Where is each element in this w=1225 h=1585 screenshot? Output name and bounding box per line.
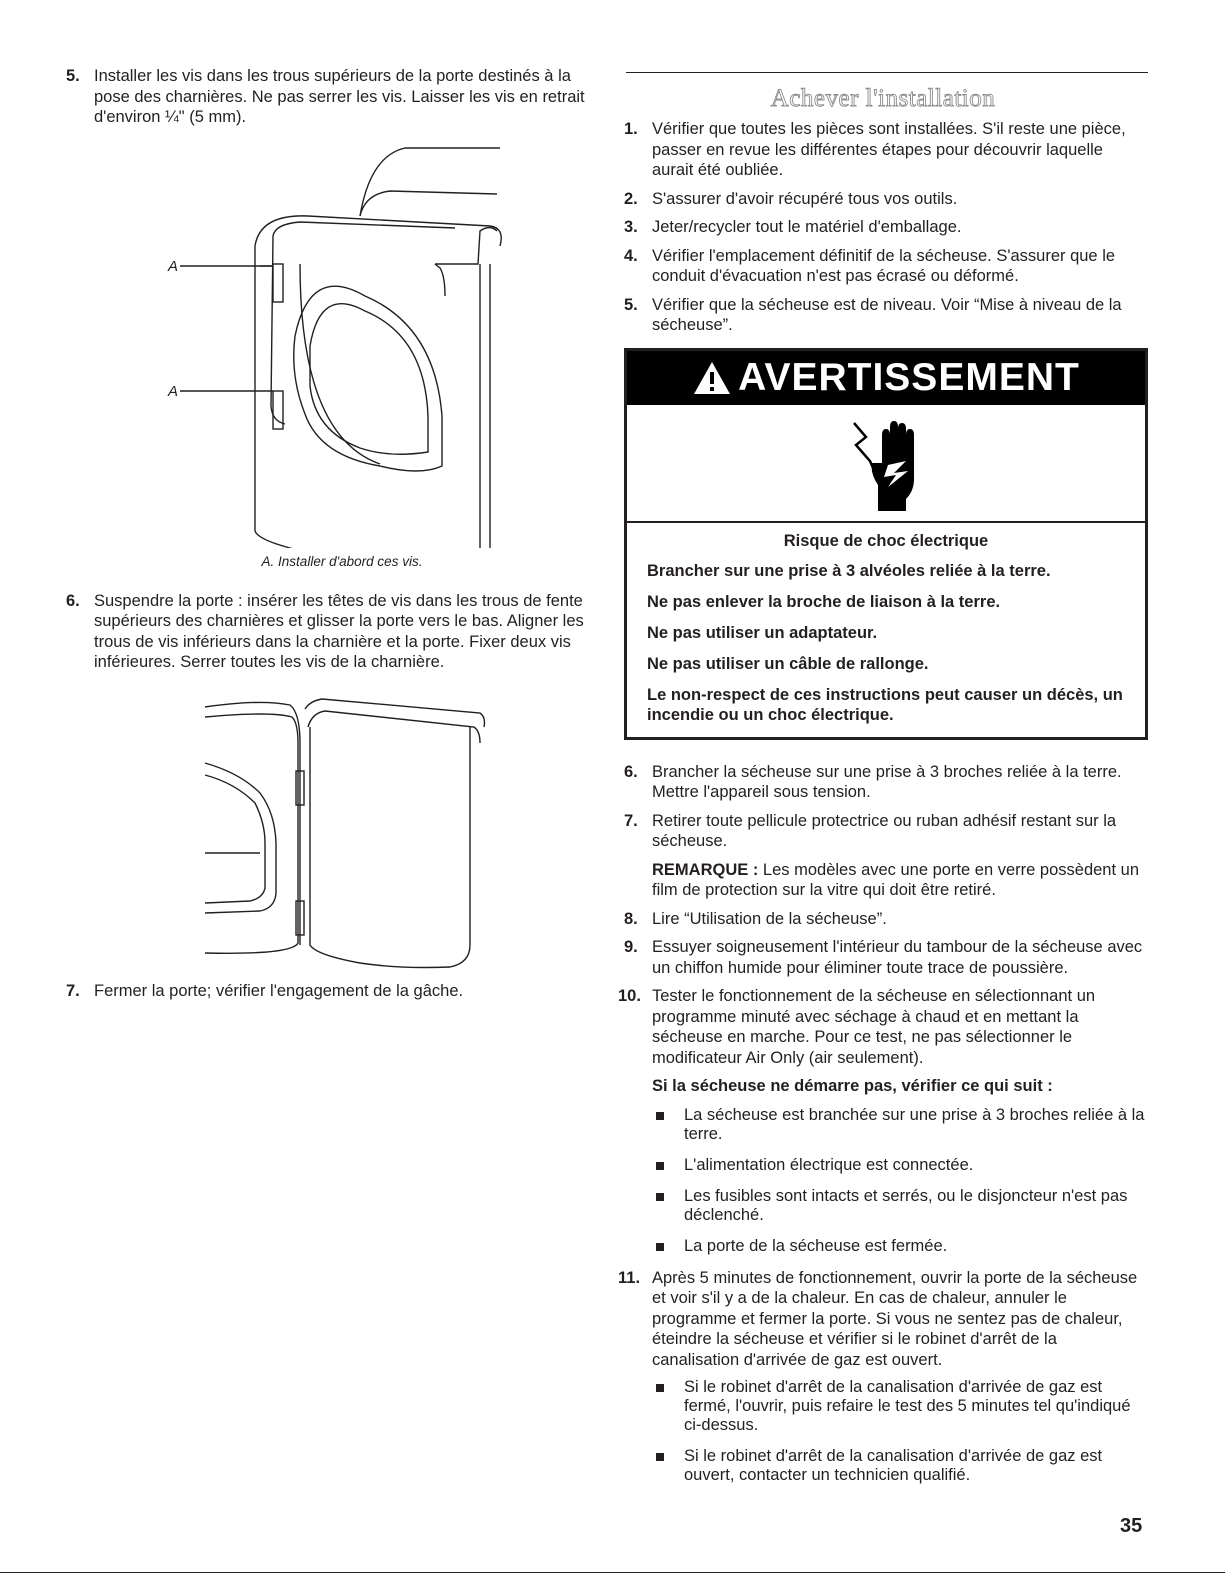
warning-line: Ne pas utiliser un adaptateur. [647,623,878,642]
finish-step-4: 4. Vérifier l'emplacement définitif de la sécheuse. S'assurer que le conduit d'évacuation n'est pas écrasé ou déformé. [624,246,1116,285]
electric-shock-hand-icon [848,415,924,511]
finish-step-1: 1. Vérifier que toutes les pièces sont installées. S'il reste une pièce, passer en revue les différentes étapes pour découvrir laquelle aurait été oubliée. [624,120,1126,179]
warning-triangle-icon [692,360,732,396]
step-6-hang-door: 6. Suspendre la porte : insérer les têtes de vis dans les trous de fente supérieurs des charnières et glisser la porte vers le bas. Aligner les trous de vis inférieurs dans la charnière et la porte. Fixer deux vis inférieures. Serrer toutes les vis de la charnière. [66,591,584,671]
finish-step-9: 9. Essuyer soigneusement l'intérieur du tambour de la sécheuse avec un chiffon humide pour éliminer toute trace de poussière. [624,938,1143,977]
remark-note: REMARQUE : Les modèles avec une porte en verre possèdent un film de protection sur la vitre qui doit être retiré. [652,860,1140,899]
hung-door-illustration [60,683,590,973]
warning-line: Ne pas utiliser un câble de rallonge. [647,654,929,673]
figure1-label-a-bottom: A [168,382,179,400]
bullet-square-icon [656,1384,664,1392]
step-5-hinge-screws: 5. Installer les vis dans les trous supérieurs de la porte destinés à la pose des charnières. Ne pas serrer les vis. Laisser les vis en retrait d'environ ¼" (5 mm). [66,67,585,126]
gas-bullet: Si le robinet d'arrêt de la canalisation d'arrivée de gaz est ouvert, contacter un technicien qualifié. [618,1447,1148,1485]
warning-risk: Risque de choc électrique [783,531,989,550]
finish-step-10: 10. Tester le fonctionnement de la sécheuse en sélectionnant un programme minuté avec séchage à chaud et en mettant la sécheuse en marche. Pour ce test, ne pas sélectionner le modificateur Air Only (air seulement). [618,987,1096,1067]
finish-step-5: 5. Vérifier que la sécheuse est de niveau. Voir “Mise à niveau de la sécheuse”. [624,295,1122,334]
bullet-square-icon [656,1453,664,1461]
finish-step-7: 7. Retirer toute pellicule protectrice ou ruban adhésif restant sur la sécheuse. [624,811,1117,850]
check-bullet: La porte de la sécheuse est fermée. [618,1237,1148,1256]
check-bullet: Les fusibles sont intacts et serrés, ou le disjoncteur n'est pas déclenché. [618,1187,1148,1225]
finish-step-6: 6. Brancher la sécheuse sur une prise à 3 broches reliée à la terre. Mettre l'appareil sous tension. [624,762,1122,801]
finish-step-3: 3. Jeter/recycler tout le matériel d'emballage. [624,218,962,236]
left-column [60,66,590,1009]
warning-text [627,523,1145,737]
right-column [618,66,1148,1497]
warning-header: AVERTISSEMENT [627,351,1145,405]
dryer-door-hinge-illustration [60,136,590,548]
finish-step-8: 8. Lire “Utilisation de la sécheuse”. [624,909,887,928]
check-bullet: La sécheuse est branchée sur une prise à 3 broches reliée à la terre. [618,1106,1148,1144]
section-title: Achever l'installation [770,85,996,112]
warning-line: Le non-respect de ces instructions peut causer un décès, un incendie ou un choc électrique. [647,685,1123,724]
check-heading: Si la sécheuse ne démarre pas, vérifier ce qui suit : [652,1077,1053,1095]
figure1-label-a-top: A [168,257,179,275]
step-7-close-door: 7. Fermer la porte; vérifier l'engagement de la gâche. [66,981,464,1000]
finish-step-11: 11. Après 5 minutes de fonctionnement, ouvrir la porte de la sécheuse et voir s'il y a de la chaleur. En cas de chaleur, annuler le programme et fermer la porte. Si vous ne sentez pas de chaleur, éteindre la sécheuse et vérifier si le robinet d'arrêt de la canalisation d'arrivée de gaz est ouvert. [618,1268,1138,1369]
bullet-square-icon [656,1162,664,1170]
warning-line: Ne pas enlever la broche de liaison à la terre. [647,592,1001,611]
check-bullet: L'alimentation électrique est connectée. [618,1156,1148,1175]
bottom-rule [0,1572,1225,1573]
bullet-square-icon [656,1193,664,1201]
section-divider [626,72,1148,73]
finish-step-2: 2. S'assurer d'avoir récupéré tous vos outils. [624,189,958,208]
figure1-caption: A. Installer d'abord ces vis. [261,553,423,569]
warning-line: Brancher sur une prise à 3 alvéoles reliée à la terre. [647,561,1051,580]
bullet-square-icon [656,1112,664,1120]
page-number: 35 [1120,1515,1143,1537]
gas-bullet: Si le robinet d'arrêt de la canalisation d'arrivée de gaz est fermé, l'ouvrir, puis refaire le test des 5 minutes tel qu'indiqué ci-dessus. [618,1378,1148,1435]
warning-icon-area [627,405,1145,523]
bullet-square-icon [656,1243,664,1251]
warning-box [624,348,1148,740]
